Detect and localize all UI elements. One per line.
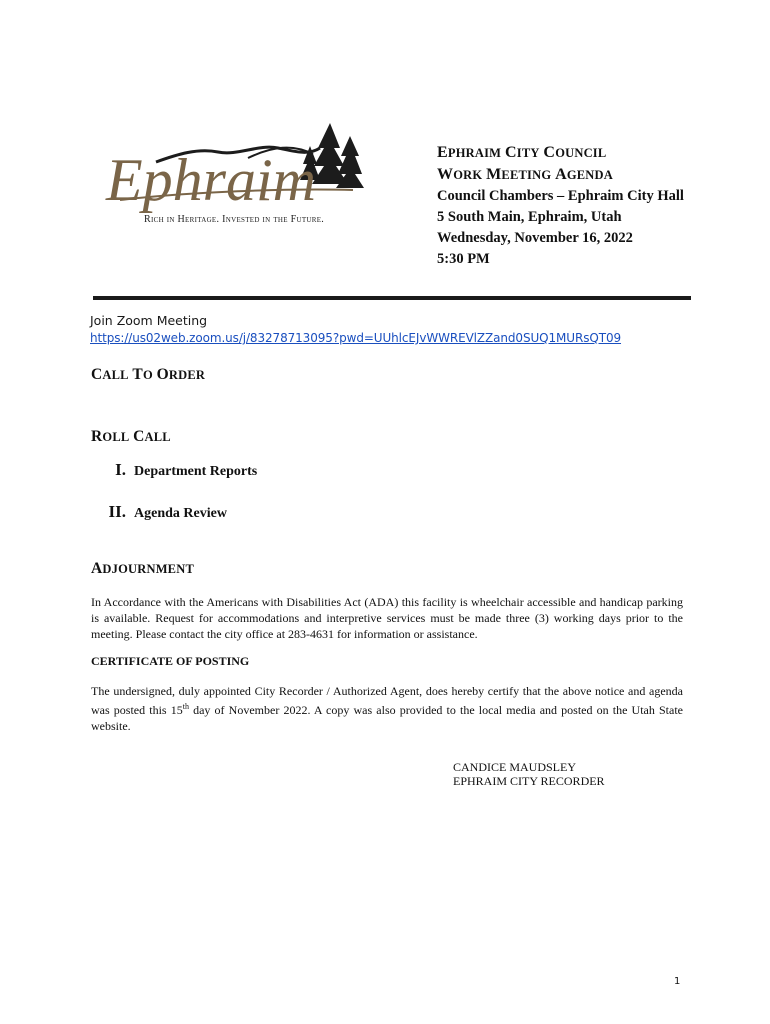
header-location: Council Chambers – Ephraim City Hall [437,188,684,204]
zoom-label: Join Zoom Meeting [90,313,208,328]
ada-notice: In Accordance with the Americans with Disabilities Act (ADA) this facility is wheelchair accessible and handicap parking is available. Request for accommodations and interpretive services must be made three (3) working days prior to the meeting. Please contact the city office at 283-4631 for information or assistance. [91,595,683,641]
certificate-text-part1: The undersigned, duly appointed City Recorder / Authorized Agent, does hereby certify that the above notice and agenda was posted this 15 [91,684,683,717]
certificate-heading: CERTIFICATE OF POSTING [91,654,250,668]
header-date: Wednesday, November 16, 2022 [437,230,633,246]
header-time: 5:30 PM [437,251,490,267]
signature-name: CANDICE MAUDSLEY [453,760,576,774]
header-address: 5 South Main, Ephraim, Utah [437,209,622,225]
header-divider [93,296,691,300]
meeting-header [437,142,757,270]
logo-wordmark: Ephraim [106,147,316,213]
page-number: 1 [674,976,681,987]
agenda-item-label: Department Reports [134,464,258,479]
ephraim-logo [98,118,388,230]
certificate-text-part2: day of November 2022. A copy was also provided to the local media and posted on the Utah State website. [91,703,683,733]
header-title-line2: WORK MEETING AGENDA [437,166,613,183]
section-call-to-order: CALL TO ORDER [91,366,206,383]
agenda-item-label: Agenda Review [134,506,227,521]
section-roll-call: ROLL CALL [91,428,171,445]
header-title-line1: EPHRAIM CITY COUNCIL [437,144,607,161]
certificate-text-sup: th [182,702,189,711]
section-adjournment: ADJOURNMENT [91,560,194,577]
logo-tagline: Rich in Heritage. Invested in the Future. [144,214,325,225]
agenda-item-number: II. [108,502,126,521]
zoom-meeting-link[interactable]: https://us02web.zoom.us/j/83278713095?pwd=UUhlcEJvWWREVlZZand0SUQ1MURsQT09 [90,331,622,345]
agenda-item-number: I. [115,460,126,479]
agenda-item [96,502,227,522]
certificate-text [91,683,683,734]
logo-graphic [98,118,388,230]
agenda-item [96,460,257,480]
signature-title: EPHRAIM CITY RECORDER [453,774,605,788]
